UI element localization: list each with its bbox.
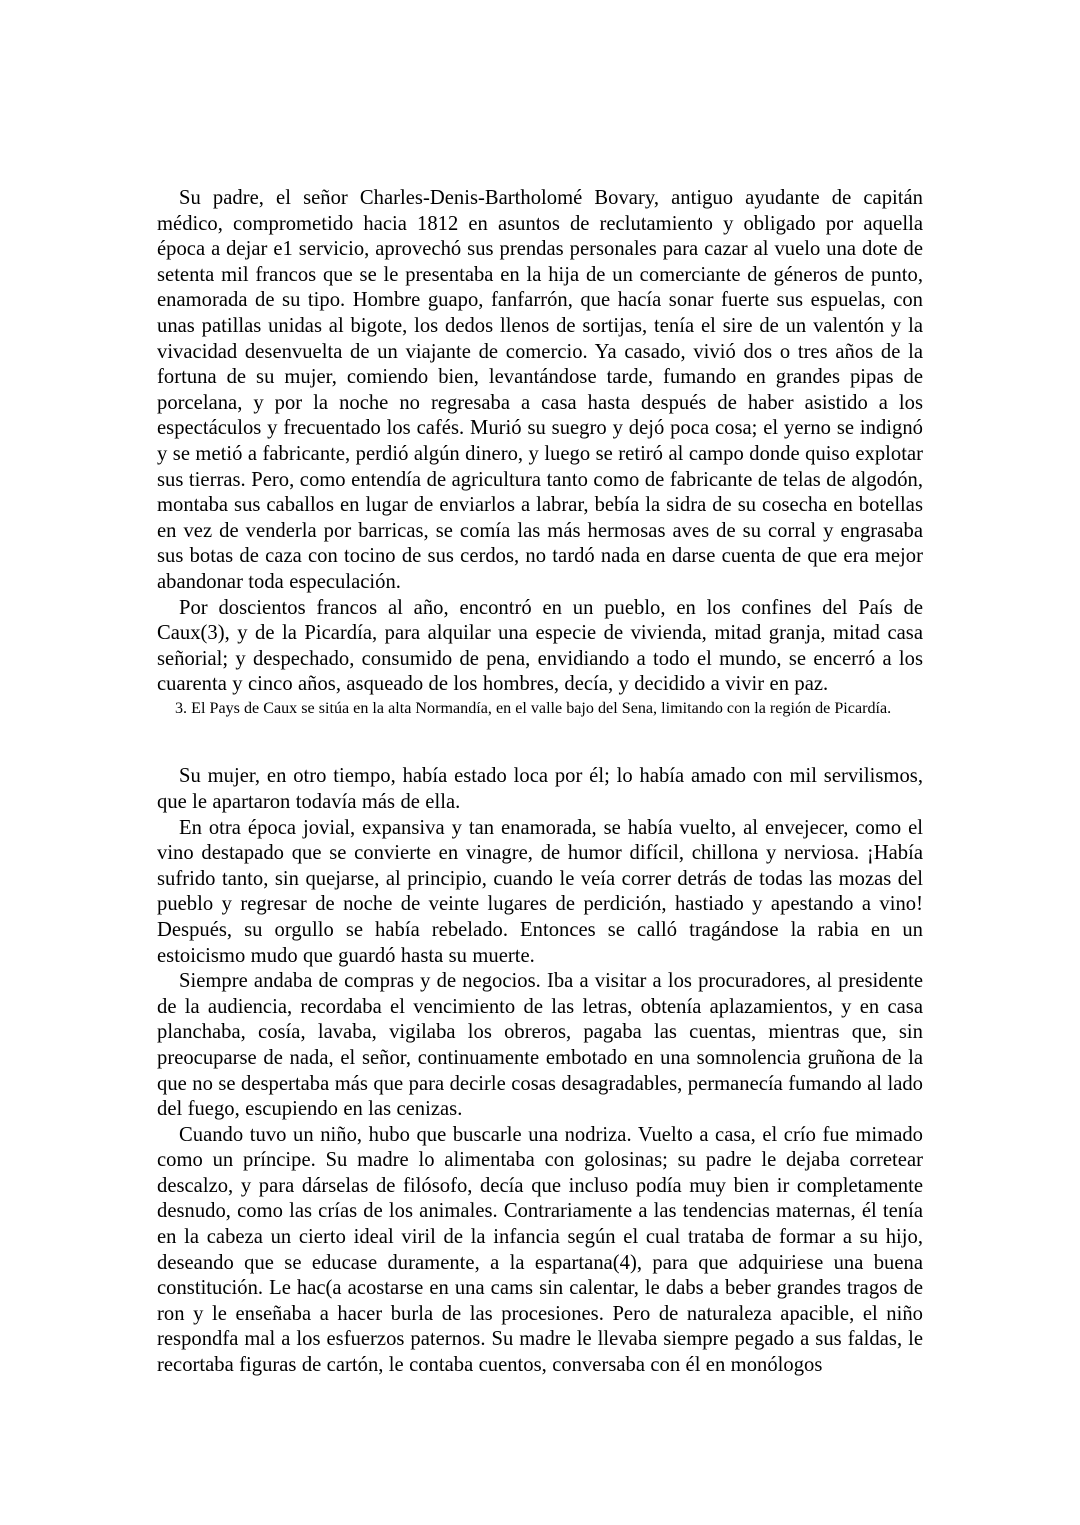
paragraph-6: Cuando tuvo un niño, hubo que buscarle una nodriza. Vuelto a casa, el crío fue mimado como un príncipe. Su madre lo alimentaba con golosinas; su padre le dejaba corretear descalzo, y para dárselas de filósofo, decía que incluso podía muy bien ir completamente desnudo, como las crías de los animales. Contrariamente a las tendencias maternas, él tenía en la cabeza un cierto ideal viril de la infancia según el cual trataba de formar a su hijo, deseando que se educase duramente, a la espartana(4), para que adquiriese una buena constitución. Le hac(a acostarse en una cams sin calentar, le dabs a beber grandes tragos de ron y le enseñaba a hacer burla de las procesiones. Pero de naturaleza apacible, el niño respondfa mal a los esfuerzos paternos. Su madre le llevaba siempre pegado a sus faldas, le recortaba figuras de cartón, le contaba cuentos, conversaba con él en monólogos xyxy=(157,1123,923,1377)
paragraph-1: Su padre, el señor Charles-Denis-Bartholomé Bovary, antiguo ayudante de capitán médico, comprometido hacia 1812 en asuntos de reclutamiento y obligado por aquella época a dejar e1 servicio, aprovechó sus prendas personales para cazar al vuelo una dote de setenta mil francos que se le presentaba en la hija de un comerciante de géneros de punto, enamorada de su tipo. Hombre guapo, fanfarrón, que hacía sonar fuerte sus espuelas, con unas patillas unidas al bigote, los dedos llenos de sortijas, tenía el sire de un valentón y la vivacidad desenvuelta de un viajante de comercio. Ya casado, vivió dos o tres años de la fortuna de su mujer, comiendo bien, levantándose tarde, fumando en grandes pipas de porcelana, y por la noche no regresaba a casa hasta después de haber asistido a los espectáculos y frecuentado los cafés. Murió su suegro y dejó poca cosa; el yerno se indignó y se metió a fabricante, perdió algún dinero, y luego se retiró al campo donde quiso explotar sus tierras. Pero, como entendía de agricultura tanto como de fabricante de telas de algodón, montaba sus caballos en lugar de enviarlos a labrar, bebía la sidra de su cosecha en botellas en vez de venderla por barricas, se comía las más hermosas aves de su corral y engrasaba sus botas de caza con tocino de sus cerdos, no tardó nada en darse cuenta de que era mejor abandonar toda especulación. xyxy=(157,187,923,593)
text-column xyxy=(157,186,923,1379)
paragraph-4: En otra época jovial, expansiva y tan enamorada, se había vuelto, al envejecer, como el vino destapado que se convierte en vinagre, de humor difícil, chillona y nerviosa. ¡Había sufrido tanto, sin quejarse, al principio, cuando le veía correr detrás de todas las mozas del pueblo y regresar de noche de veinte lugares de perdición, hastiado y apestando a vino! Después, su orgullo se había rebelado. Entonces se calló tragándose la rabia en un estoicismo mudo que guardó hasta su muerte. xyxy=(157,816,923,967)
paragraph-5: Siempre andaba de compras y de negocios. Iba a visitar a los procuradores, al presidente de la audiencia, recordaba el vencimiento de las letras, obtenía aplazamientos, y en casa planchaba, cosía, lavaba, vigilaba los obreros, pagaba las cuentas, mientras que, sin preocuparse de nada, el señor, continuamente embotado en una somnolencia gruñona de la que no se despertaba más que para decirle cosas desagradables, permanecía fumando al lado del fuego, escupiendo en las cenizas. xyxy=(157,970,923,1121)
section-gap xyxy=(157,720,923,764)
paragraph-3: Su mujer, en otro tiempo, había estado loca por él; lo había amado con mil servilismos, que le apartaron todavía más de ella. xyxy=(157,765,923,813)
footnote-3: 3. El Pays de Caux se sitúa en la alta Normandía, en el valle bajo del Sena, limitando con la región de Picardía. xyxy=(175,699,892,717)
paragraph-2: Por doscientos francos al año, encontró en un pueblo, en los confines del País de Caux(3), y de la Picardía, para alquilar una especie de vivienda, mitad granja, mitad casa señorial; y despechado, consumido de pena, envidiando a todo el mundo, se encerró a los cuarenta y cinco años, asqueado de los hombres, decía, y decidido a vivir en paz. xyxy=(157,596,923,696)
